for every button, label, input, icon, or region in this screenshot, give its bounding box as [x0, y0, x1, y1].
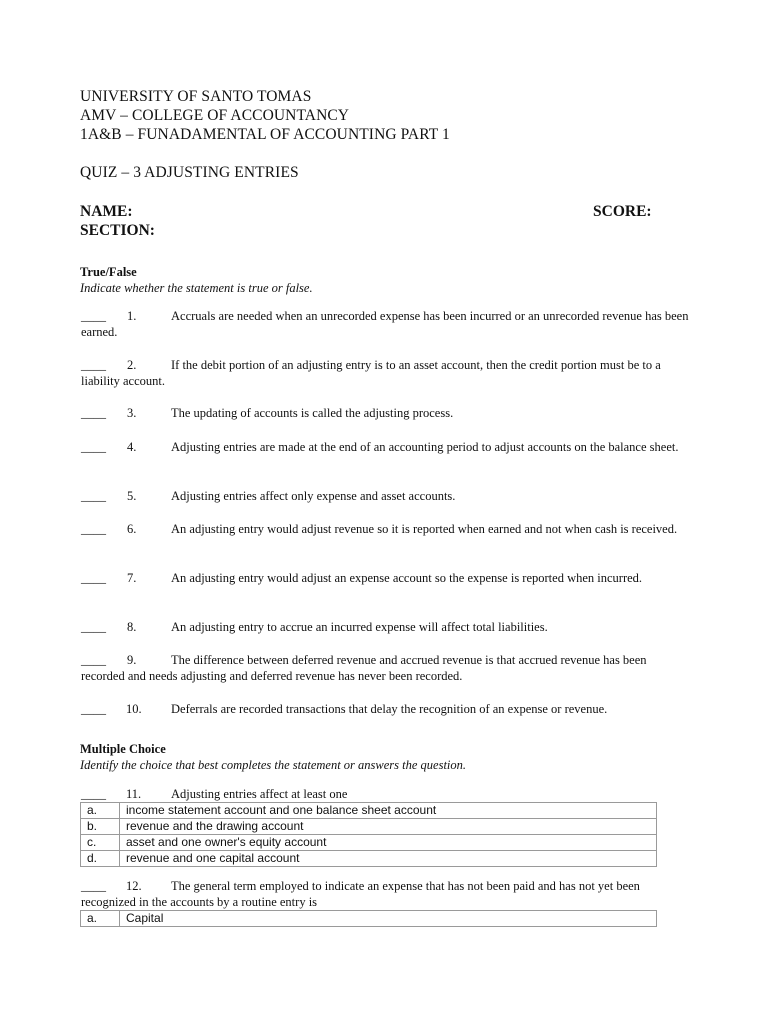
question-number: 8. — [127, 620, 137, 634]
answer-blank: ____ — [81, 522, 106, 536]
question-number: 5. — [127, 489, 137, 503]
question-text: Accruals are needed when an unrecorded expense has been incurred or an unrecorded revenue has been earned. — [81, 309, 689, 339]
answer-blank: ____ — [81, 309, 106, 323]
question-10 — [81, 702, 691, 718]
name-label: NAME: — [80, 203, 133, 220]
question-number: 2. — [127, 358, 137, 372]
choice-letter: a. — [81, 803, 120, 819]
question-number: 12. — [126, 879, 142, 893]
quiz-title: QUIZ – 3 ADJUSTING ENTRIES — [80, 164, 299, 181]
question-12 — [81, 879, 691, 910]
question-text: The updating of accounts is called the adjusting process. — [171, 406, 454, 420]
question-9 — [81, 653, 691, 684]
answer-blank: ____ — [81, 489, 106, 503]
score-label: SCORE: — [593, 203, 652, 220]
multiple-choice-instruction: Identify the choice that best completes the statement or answers the question. — [80, 758, 467, 772]
answer-blank: ____ — [81, 787, 106, 801]
question-text: The difference between deferred revenue and accrued revenue is that accrued revenue has been recorded and needs adjusting and deferred revenue has never been recorded. — [81, 653, 647, 683]
answer-blank: ____ — [81, 653, 106, 667]
true-false-title: True/False — [80, 265, 137, 279]
answer-blank: ____ — [81, 620, 106, 634]
true-false-instruction: Indicate whether the statement is true or false. — [80, 281, 313, 295]
question-11 — [81, 787, 691, 803]
choice-letter: d. — [81, 851, 120, 867]
choice-row — [81, 851, 657, 867]
choice-letter: b. — [81, 819, 120, 835]
choice-text: revenue and the drawing account — [120, 819, 657, 835]
question-text: An adjusting entry to accrue an incurred expense will affect total liabilities. — [171, 620, 548, 634]
question-text: An adjusting entry would adjust an expense account so the expense is reported when incurred. — [171, 571, 643, 585]
question-3 — [81, 406, 691, 422]
choice-text: income statement account and one balance sheet account — [120, 803, 657, 819]
question-number: 4. — [127, 440, 137, 454]
question-6 — [81, 522, 691, 538]
answer-blank: ____ — [81, 440, 106, 454]
question-7 — [81, 571, 691, 587]
question-text: An adjusting entry would adjust revenue so it is reported when earned and not when cash is received. — [171, 522, 678, 536]
choice-text: asset and one owner's equity account — [120, 835, 657, 851]
question-number: 3. — [127, 406, 137, 420]
question-1 — [81, 309, 691, 340]
question-5 — [81, 489, 691, 505]
question-text: Adjusting entries are made at the end of an accounting period to adjust accounts on the balance sheet. — [171, 440, 679, 454]
question-text: Deferrals are recorded transactions that delay the recognition of an expense or revenue. — [171, 702, 608, 716]
college-name: AMV – COLLEGE OF ACCOUNTANCY — [80, 107, 350, 124]
question-2 — [81, 358, 691, 389]
choice-row — [81, 803, 657, 819]
choices-table-11 — [80, 802, 657, 867]
question-text: Adjusting entries affect at least one — [171, 787, 348, 801]
question-text: If the debit portion of an adjusting entry is to an asset account, then the credit portion must be to a liability account. — [81, 358, 661, 388]
answer-blank: ____ — [81, 571, 106, 585]
question-number: 9. — [127, 653, 137, 667]
answer-blank: ____ — [81, 358, 106, 372]
course-title: 1A&B – FUNADAMENTAL OF ACCOUNTING PART 1 — [80, 126, 450, 143]
question-4 — [81, 440, 691, 456]
question-number: 1. — [127, 309, 137, 323]
question-number: 7. — [127, 571, 137, 585]
choice-row — [81, 819, 657, 835]
answer-blank: ____ — [81, 406, 106, 420]
answer-blank: ____ — [81, 702, 106, 716]
choice-text: Capital — [120, 911, 657, 927]
choices-table-12 — [80, 910, 657, 927]
university-name: UNIVERSITY OF SANTO TOMAS — [80, 88, 312, 105]
choice-row — [81, 911, 657, 927]
choice-text: revenue and one capital account — [120, 851, 657, 867]
question-number: 6. — [127, 522, 137, 536]
choice-row — [81, 835, 657, 851]
question-8 — [81, 620, 691, 636]
question-number: 11. — [126, 787, 142, 801]
multiple-choice-title: Multiple Choice — [80, 742, 166, 756]
question-text: Adjusting entries affect only expense and asset accounts. — [171, 489, 456, 503]
question-text: The general term employed to indicate an expense that has not been paid and has not yet been recognized in the accounts by a routine entry is — [81, 879, 640, 909]
section-label: SECTION: — [80, 222, 155, 239]
question-number: 10. — [126, 702, 142, 716]
choice-letter: c. — [81, 835, 120, 851]
choice-letter: a. — [81, 911, 120, 927]
answer-blank: ____ — [81, 879, 106, 893]
